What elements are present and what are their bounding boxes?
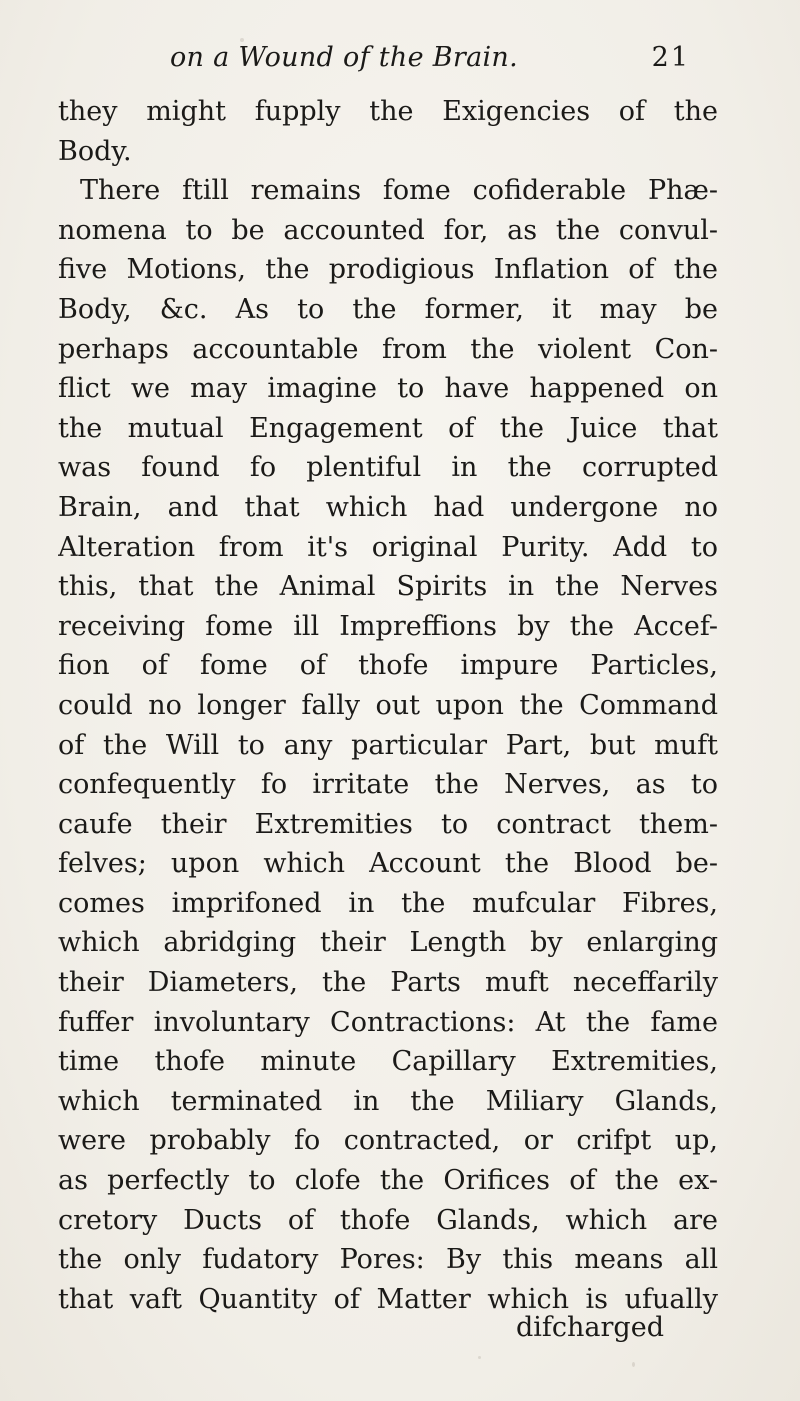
text-line: they might fupply the Exigencies of the [58, 96, 718, 127]
text-line: were probably fo contracted, or crifpt up, [58, 1125, 718, 1157]
text-line: Body. [58, 135, 132, 167]
text-line: which terminated in the Miliary Glands, [58, 1085, 718, 1117]
ink-speck [240, 38, 244, 42]
page-number: 21 [651, 42, 690, 73]
text-line: the mutual Engagement of the Juice that [58, 412, 718, 444]
page-header [170, 42, 690, 82]
text-line: fion of fome of thofe impure Particles, [58, 650, 718, 682]
text-line: receiving fome ill Impreffions by the Accef- [58, 610, 718, 642]
text-line: which abridging their Length by enlarging [58, 927, 718, 959]
text-line: that vaft Quantity of Matter which is ufually [58, 1283, 718, 1315]
ink-speck [632, 1362, 635, 1367]
text-line: Alteration from it's original Purity. Add to [58, 531, 718, 563]
text-line: felves; upon which Account the Blood be- [58, 848, 718, 880]
text-line: comes imprifoned in the mufcular Fibres, [58, 887, 718, 919]
text-line: nomena to be accounted for, as the convul- [58, 214, 718, 246]
text-line: Brain, and that which had undergone no [58, 491, 718, 523]
text-line: five Motions, the prodigious Inflation of the [58, 254, 718, 286]
text-line: the only fudatory Pores: By this means all [58, 1244, 718, 1276]
text-line: as perfectly to clofe the Orifices of the ex- [58, 1165, 718, 1197]
catchword: difcharged [516, 1312, 664, 1343]
text-line: their Diameters, the Parts muft neceffarily [58, 967, 718, 999]
text-line: fuffer involuntary Contractions: At the fame [58, 1006, 718, 1038]
text-line: caufe their Extremities to contract them- [58, 808, 718, 840]
text-line: flict we may imagine to have happened on [58, 373, 718, 405]
text-line: There ftill remains fome cofiderable Phæ- [80, 175, 718, 207]
text-line: cretory Ducts of thofe Glands, which are [58, 1204, 718, 1236]
text-line: was found fo plentiful in the corrupted [58, 452, 718, 484]
body-text [58, 92, 718, 1319]
ink-speck [478, 1356, 481, 1359]
text-line: of the Will to any particular Part, but muft [58, 729, 718, 761]
text-line: confequently fo irritate the Nerves, as to [58, 769, 718, 801]
text-line: time thofe minute Capillary Extremities, [58, 1046, 718, 1078]
text-line: perhaps accountable from the violent Con- [58, 333, 718, 365]
text-line: could no longer fally out upon the Command [58, 689, 718, 721]
running-head: on a Wound of the Brain. [170, 42, 519, 73]
text-line: Body, &c. As to the former, it may be [58, 293, 718, 325]
text-line: this, that the Animal Spirits in the Nerves [58, 571, 718, 603]
